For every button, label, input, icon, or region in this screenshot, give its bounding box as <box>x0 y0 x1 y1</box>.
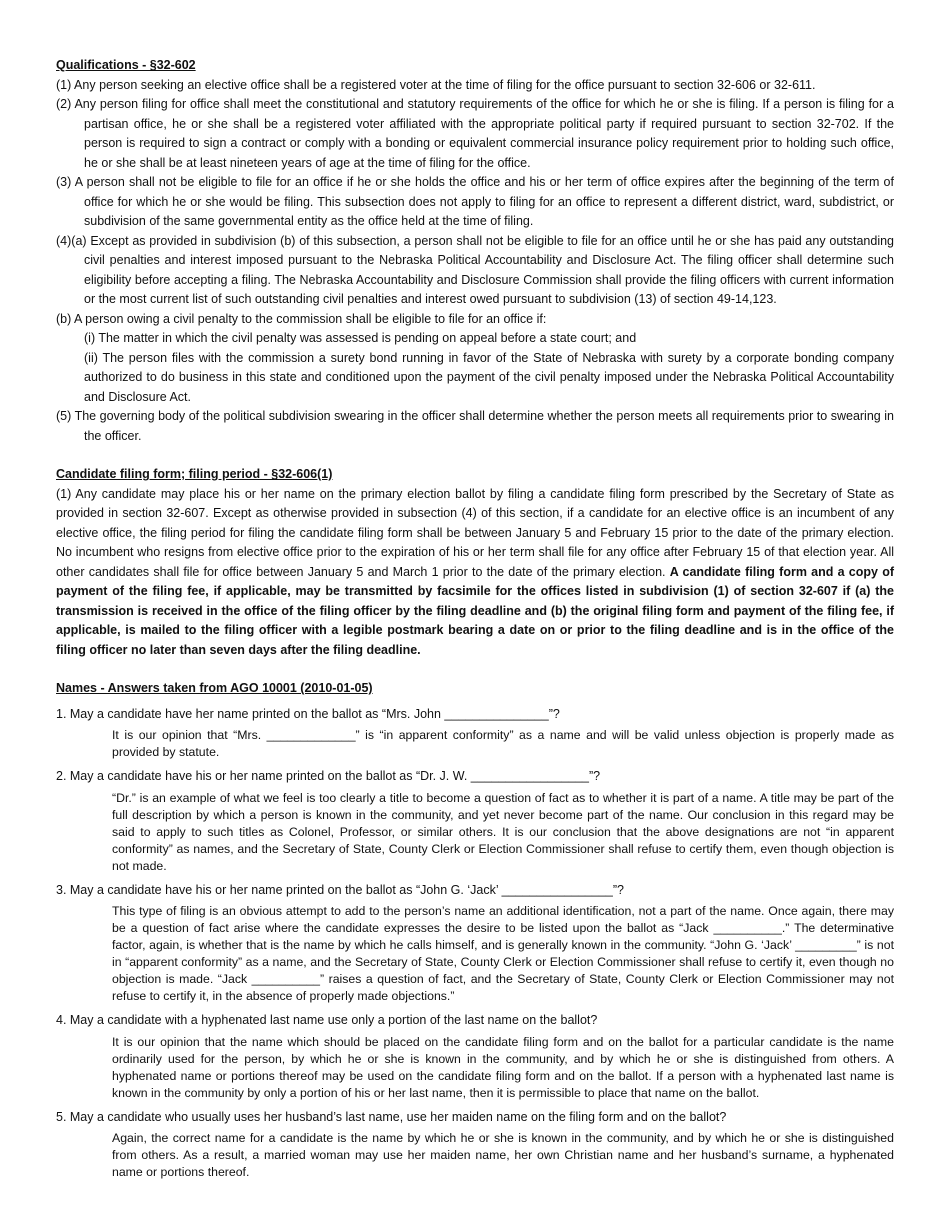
question-text: 2. May a candidate have his or her name printed on the ballot as “Dr. J. W. _________________”? <box>56 769 601 783</box>
qualifications-heading: Qualifications - §32-602 <box>56 58 196 72</box>
question-text: 4. May a candidate with a hyphenated last name use only a portion of the last name on the ballot? <box>56 1013 598 1027</box>
question-text: 3. May a candidate have his or her name printed on the ballot as “John G. ‘Jack’ ________________”? <box>56 882 624 897</box>
qualification-item: (4)(a) Except as provided in subdivision (b) of this subsection, a person shall not be eligible to file for an office until he or she has paid any outstanding civil penalties and interest imposed pursuant to the Nebraska Political Accountability and Disclosure Act. The filing officer shall determine such eligibility before accepting a filing. The Nebraska Accountability and Disclosure Commission shall provide the filing officers with current information or the most current list of such outstanding civil penalties and interest owed pursuant to subdivision (13) of section 49-14,123. <box>56 233 894 306</box>
qualification-item: (5) The governing body of the political subdivision swearing in the officer shall determine whether the person meets all requirements prior to swearing in the officer. <box>56 409 894 443</box>
filing-bold-text: A candidate filing form and a copy of payment of the filing fee, if applicable, may be transmitted by facsimile for the offices listed in subdivision (1) of section 32-607 if (a) the transmission is received in the office of the filing officer by the filing deadline and (b) the original filing form and payment of the filing fee, if applicable, is mailed to the filing officer with a legible postmark bearing a date on or prior to the filing deadline and is in the office of the filing officer no later than seven days after the filing deadline. <box>56 564 894 657</box>
qualification-item: (1) Any person seeking an elective office shall be a registered voter at the time of filing for the office pursuant to section 32-606 or 32-611. <box>56 77 816 92</box>
qualification-subitem: (ii) The person files with the commission a surety bond running in favor of the State of Nebraska with surety by a corporate bonding company authorized to do business in this state and conditioned upon the payment of the civil penalty imposed under the Nebraska Political Accountability and Disclosure Act. <box>84 350 894 404</box>
names-heading: Names - Answers taken from AGO 10001 (2010-01-05) <box>56 681 373 695</box>
qualification-item: (3) A person shall not be eligible to file for an office if he or she holds the office and his or her term of office expires after the beginning of the term of office for which he or she would be filing. This subsection does not apply to filing for an office to represent a different district, ward, subdistrict, or subdivision of the same governmental entity as the office held at the time of filing. <box>56 175 894 228</box>
qualification-subitem: (i) The matter in which the civil penalty was assessed is pending on appeal before a state court; and <box>84 331 637 345</box>
qualification-item: (b) A person owing a civil penalty to the commission shall be eligible to file for an office if: <box>56 311 547 326</box>
question-text: 1. May a candidate have her name printed on the ballot as “Mrs. John _______________”? <box>56 706 560 721</box>
filing-paragraph <box>56 485 894 661</box>
question-block <box>56 1108 894 1182</box>
answer-text: It is our opinion that the name which should be placed on the candidate filing form and on the ballot for a particular candidate is the name ordinarily used for the person, by which he or she is known in the community, and by which he or she is distinguished from others. A hyphenated name or portions thereof may be used on the candidate filing form and on the ballot. If a person with a hyphenated last name is known in the community by only a portion of his or her last name, then it is permissible to place that name on the ballot. <box>112 1034 894 1100</box>
answer-text: Again, the correct name for a candidate is the name by which he or she is known in the community, and by which he or she is distinguished from others. As a result, a married woman may use her maiden name, her own Christian name and her husband’s surname, a hyphenated name or portions thereof. <box>112 1131 894 1179</box>
question-text: 5. May a candidate who usually uses her husband’s last name, use her maiden name on the filing form and on the ballot? <box>56 1109 727 1124</box>
qualification-item: (2) Any person filing for office shall meet the constitutional and statutory requirements of the office for which he or she is filing. If a person is filing for a partisan office, he or she shall be a registered voter affiliated with the appropriate political party if required pursuant to section 32-702. If the person is required to sign a contract or comply with a bonding or equivalent commercial insurance policy requirement prior to holding such office, he or she shall be at least nineteen years of age at the time of filing for the office. <box>56 97 894 170</box>
question-block <box>56 705 894 762</box>
answer-text: This type of filing is an obvious attempt to add to the person’s name an additional identification, not a part of the name. Once again, there may be a question of fact arise where the candidate expresses the desire to be listed upon the ballot as “Jack __________.” The determinative factor, again, is whether that is the name by which he calls himself, and is generally known in the community. “John G. ‘Jack’ _________” is not in “apparent conformity” as a name, and the Secretary of State, County Clerk or Election Commissioner shall refuse to certify it, even though no objection is made. “Jack __________” raises a question of fact, and the Secretary of State, County Clerk or Election Commissioner may not refuse to certify it, in the absence of properly made objections.” <box>112 904 894 1003</box>
answer-text: “Dr.” is an example of what we feel is too clearly a title to become a question of fact as to whether it is part of a name. A title may be part of the full description by which a person is known in the community, and yet never become part of the name. Our conclusion in this regard may be said to apply to such titles as Colonel, Professor, or similar others. It is our conclusion that the above designations are not “in apparent conformity” as names, and the Secretary of State, County Clerk or Election Commissioner shall refuse to certify them, even though objection is not made. <box>112 790 894 873</box>
question-block <box>56 881 894 1006</box>
question-block <box>56 767 894 875</box>
document-page <box>56 56 894 1181</box>
question-block <box>56 1011 894 1102</box>
answer-text: It is our opinion that “Mrs. _____________” is “in apparent conformity” as a name and will be valid unless objection is properly made as provided by statute. <box>112 728 894 759</box>
filing-text: (1) Any candidate may place his or her name on the primary election ballot by filing a candidate filing form prescribed by the Secretary of State as provided in section 32-607. Except as otherwise provided in subsection (4) of this section, if a candidate for an elective office is an incumbent of any elective office, the filing period for filing the candidate filing form shall be between January 5 and February 15 prior to the date of the primary election. No incumbent who resigns from elective office prior to the expiration of his or her term shall file for any office after February 15 of that election year. All other candidates shall file for office between January 5 and March 1 prior to the date of the primary election. <box>56 486 894 579</box>
filing-heading: Candidate filing form; filing period - §32-606(1) <box>56 467 333 481</box>
